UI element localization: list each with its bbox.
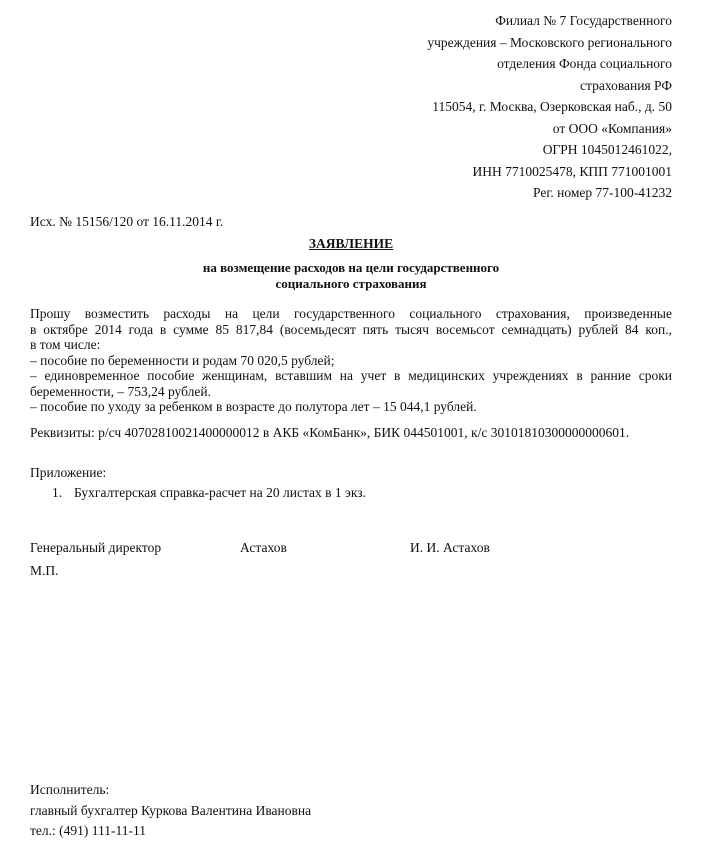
signature: Астахов	[240, 540, 287, 555]
addressee-block	[342, 10, 672, 204]
subtitle-line: на возмещение расходов на цели государственного	[202, 260, 500, 275]
document-subtitle	[0, 260, 702, 292]
addressee-address: 115054, г. Москва, Озерковская наб., д. 50	[432, 99, 672, 114]
signature-row	[30, 540, 672, 560]
appendix-list	[52, 485, 366, 501]
executor-block	[30, 780, 311, 842]
addressee-line: страхования РФ	[580, 77, 672, 93]
benefit-item: – пособие по уходу за ребенком в возрасте до полутора лет – 15 044,1 рублей.	[30, 399, 477, 414]
sender-ogrn: ОГРН 1045012461022,	[542, 142, 672, 157]
body-line: в том числе:	[30, 337, 101, 352]
addressee-line: учреждения – Московского регионального	[427, 34, 672, 50]
appendix-item-number: 1.	[52, 485, 63, 500]
executor-person: главный бухгалтер Куркова Валентина Ивановна	[30, 802, 312, 818]
sender-reg-number: Рег. номер 77-100-41232	[533, 185, 672, 200]
subtitle-line: социального страхования	[275, 276, 427, 291]
signatory-name: И. И. Астахов	[410, 540, 490, 555]
executor-phone: тел.: (491) 111-11-11	[30, 823, 146, 838]
sender-inn-kpp: ИНН 7710025478, КПП 771001001	[472, 163, 672, 179]
appendix-label: Приложение:	[30, 465, 107, 480]
executor-label: Исполнитель:	[30, 782, 110, 797]
sender-company: от ООО «Компания»	[552, 120, 672, 136]
benefit-item: – пособие по беременности и родам 70 020,5 рублей;	[30, 352, 335, 368]
addressee-line: Филиал № 7 Государственного	[495, 13, 672, 28]
benefit-item-continuation: беременности, – 753,24 рублей.	[30, 383, 211, 399]
document-title: ЗАЯВЛЕНИЕ	[308, 236, 394, 251]
addressee-line: отделения Фонда социального	[497, 56, 672, 71]
signatory-position: Генеральный директор	[30, 540, 162, 555]
benefit-item: – единовременное пособие женщинам, вставшим на учет в медицинских учреждениях в ранние сроки	[30, 368, 672, 383]
outgoing-number: Исх. № 15156/120 от 16.11.2014 г.	[30, 214, 224, 229]
stamp-place: М.П.	[30, 563, 59, 578]
request-body	[30, 306, 672, 415]
appendix-item	[52, 485, 366, 501]
bank-requisites: Реквизиты: р/сч 40702810021400000012 в АКБ «КомБанк», БИК 044501001, к/с 30101810300000000601.	[30, 425, 630, 440]
body-line: в октябре 2014 года в сумме 85 817,84 (восемьдесят пять тысяч восемьсот семнадцать) рублей 84 коп.,	[30, 321, 672, 337]
appendix-item-text: Бухгалтерская справка-расчет на 20 листах в 1 экз.	[74, 485, 366, 500]
body-line: Прошу возместить расходы на цели государственного социального страхования, произведенные	[30, 306, 672, 321]
